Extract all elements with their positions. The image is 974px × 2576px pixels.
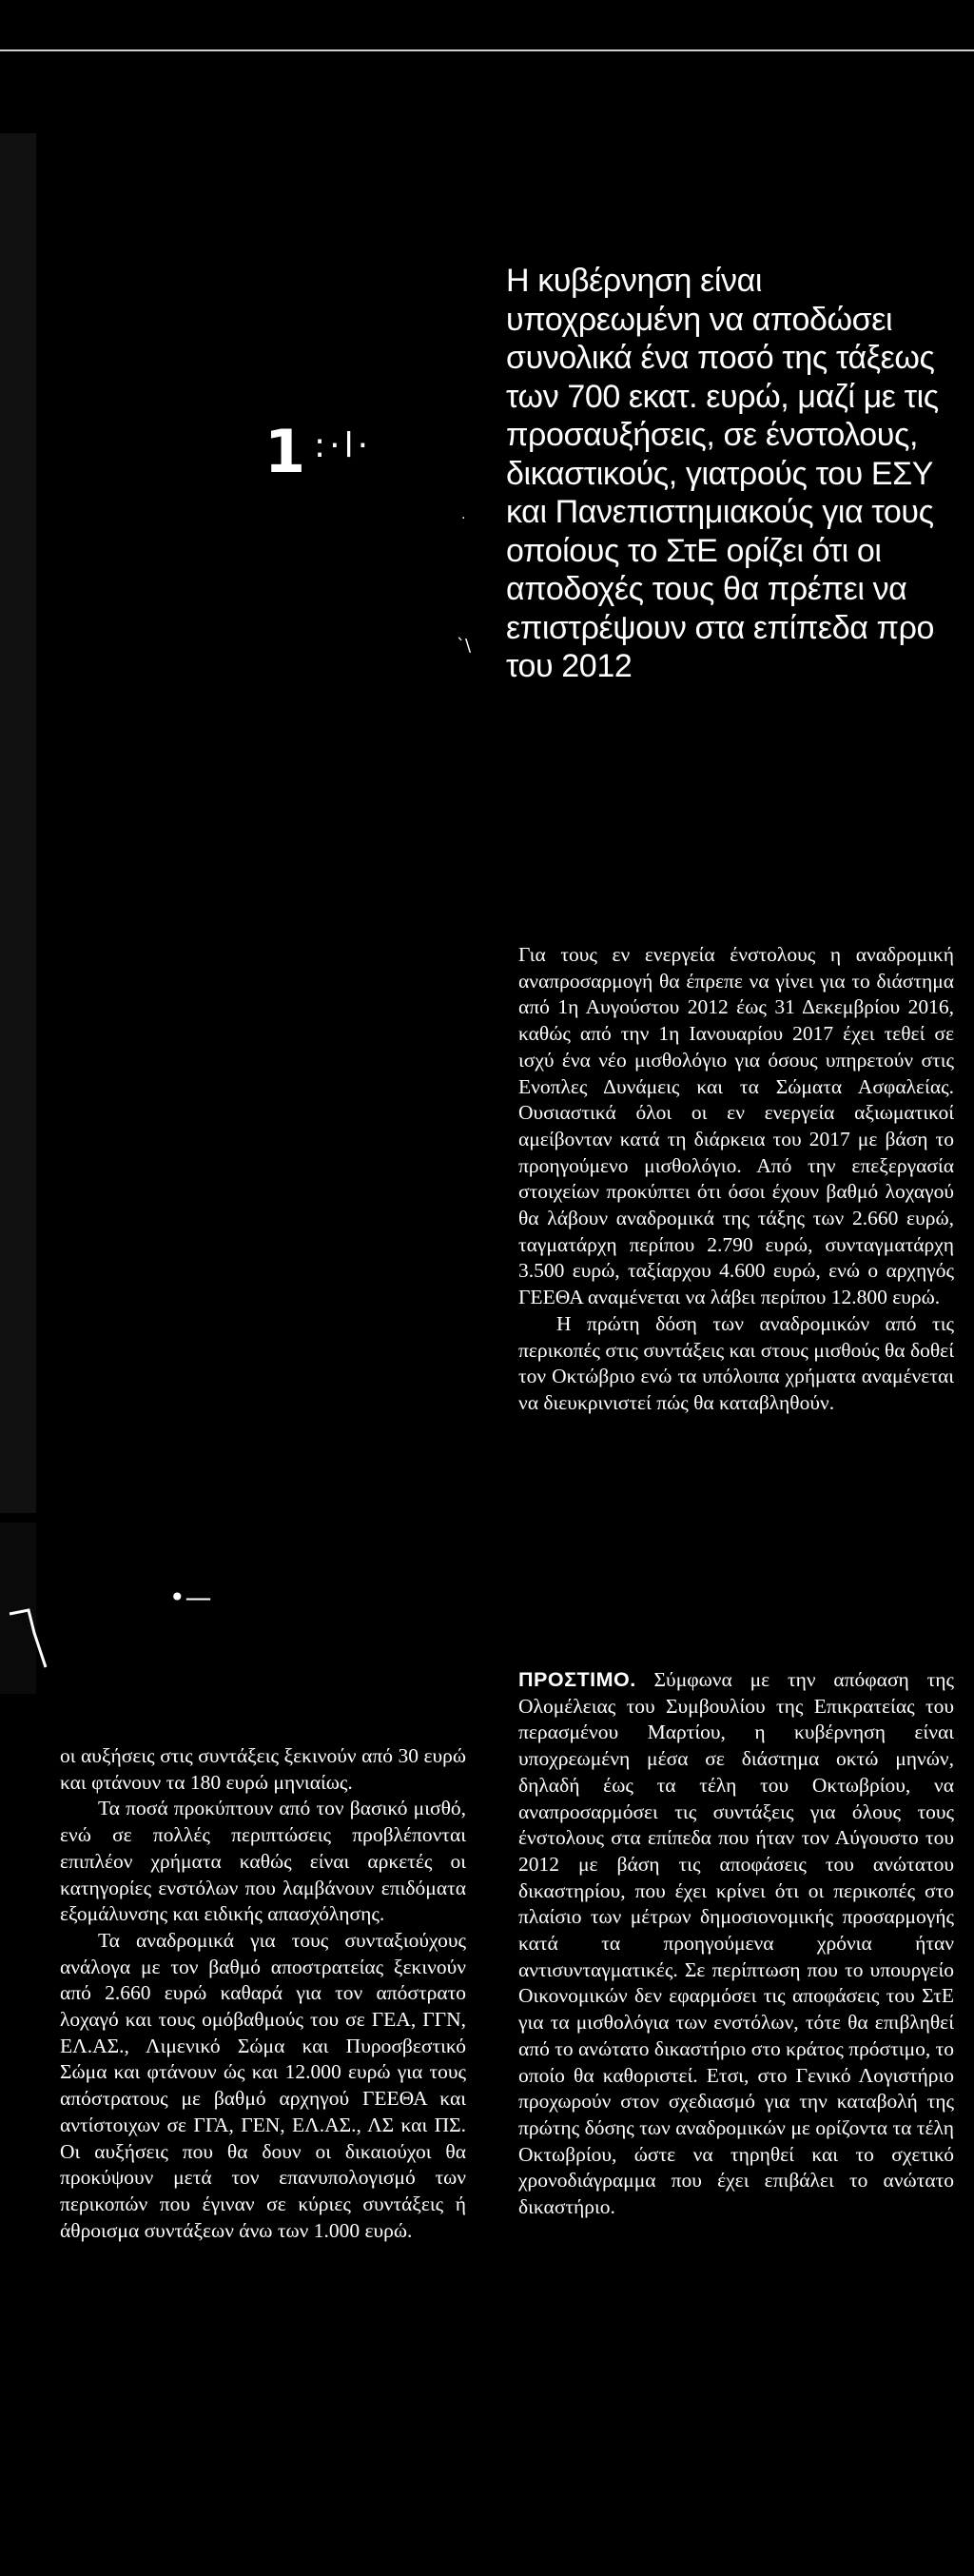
article-column-left (60, 1743, 466, 2244)
page-code: :·l· (314, 426, 373, 465)
section-kicker: ΠΡΟΣΤΙΜΟ. (518, 1668, 636, 1691)
page-number: 1 (264, 417, 308, 486)
paragraph: Η πρώτη δόση των αναδρομικών από τις περικοπές στις συντάξεις και στους μισθούς θα δοθεί τον Οκτώβριο ενώ τα υπόλοιπα χρήματα αναμένεται να διευκρινιστεί πώς θα καταβληθούν. (518, 1311, 954, 1414)
left-margin-strip (0, 133, 36, 1513)
paragraph: Για τους εν ενεργεία ένστολους η αναδρομική αναπροσαρμογή θα έπρεπε να γίνει για το διάστημα από 1η Αυγούστου 2012 έως 31 Δεκεμβρίου 2016, καθώς από την 1η Ιανουαρίου 2017 έχει τεθεί σε ισχύ ένα νέο μισθολόγιο για όσους υπηρετούν στις Ενοπλες Δυνάμεις και τα Σώματα Ασφαλείας. Ουσιαστικά όλοι οι εν ενεργεία αξιωματικοί αμείβονταν κατά τη διάρκεια του 2017 με βάση το προηγούμενο μισθολόγιο. Από την επεξεργασία στοιχείων προκύπτει ότι όσοι έχουν βαθμό λοχαγού θα λάβουν αναδρομικά της τάξης των 2.660 ευρώ, ταγματάρχη περίπου 2.790 ευρώ, συνταγματάρχη 3.500 ευρώ, ταξίαρχου 4.600 ευρώ, ενώ ο αρχηγός ΓΕΕΘΑ αναμένεται να λάβει περίπου 12.800 ευρώ. (518, 943, 954, 1309)
stray-dot: · (461, 511, 466, 526)
article-column-right-top (518, 942, 954, 1417)
paragraph (518, 1667, 954, 2221)
paragraph: Τα ποσά προκύπτουν από τον βασικό μισθό, ενώ σε πολλές περιπτώσεις προβλέπονται επιπλέον χρήματα καθώς είναι αρκετές οι κατηγορίες ενστόλων που λαμβάνουν επιδόματα εξομάλυνσης και ειδικής απασχόλησης. (60, 1797, 466, 1926)
paragraph: Τα αναδρομικά για τους συνταξιούχους ανάλογα με τον βαθμό αποστρατείας ξεκινούν από 2.660 ευρώ καθαρά για τον απόστρατο λοχαγό και τους ομόβαθμούς του σε ΓΕΑ, ΓΓΝ, ΕΛ.ΑΣ., Λιμενικό Σώμα και Πυροσβεστικό Σώμα και φτάνουν ώς και 12.000 ευρώ για τους απόστρατους με βαθμό αρχηγού ΓΕΕΘΑ και αντίστοιχων σε ΓΓΑ, ΓΕΝ, ΕΛ.ΑΣ., ΛΣ και ΠΣ. Οι αυξήσεις που θα δουν οι δικαιούχοι θα προκύψουν μετά τον επανυπολογισμό των περικοπών που έγιναν σε κύριες συντάξεις ή άθροισμα συντάξεων άνω των 1.000 ευρώ. (60, 1928, 466, 2242)
top-rule (0, 49, 974, 51)
pull-quote: Η κυβέρνηση είναι υποχρεωμένη να αποδώσει συνολικά ένα ποσό της τάξεως των 700 εκατ. ευρώ, μαζί με τις προσαυξήσεις, σε ένστολους, δικαστικούς, γιατρούς του ΕΣΥ και Πανεπιστημιακούς για τους οποίους το ΣτΕ ορίζει ότι οι αποδοχές τους θα πρέπει να επιστρέψουν στα επίπεδα προ του 2012 (506, 263, 939, 684)
stray-bullet: •— (169, 1582, 212, 1613)
corner-mark-icon (8, 1608, 49, 1675)
paragraph: οι αυξήσεις στις συντάξεις ξεκινούν από 30 ευρώ και φτάνουν τα 180 ευρώ μηνιαίως. (60, 1744, 466, 1794)
stray-mark: `\ (457, 636, 472, 656)
paragraph-text: Σύμφωνα με την απόφαση της Ολομέλειας του Συμβουλίου της Επικρατείας του περασμένου Μαρτίου, η κυβέρνηση είναι υποχρεωμένη μέσα σε διάστημα οκτώ μηνών, δηλαδή έως τα τέλη του Οκτωβρίου, να αναπροσαρμόσει τις συντάξεις για όλους τους ένστολους στα επίπεδα που ήταν τον Αύγουστο του 2012 με βάση τις αποφάσεις του ανώτατου δικαστηρίου, που έχει κρίνει ότι οι περικοπές στο πλαίσιο των μέτρων δημοσιονομικής προσαρμογής κατά τα προηγούμενα χρόνια ήταν αντισυνταγματικές. Σε περίπτωση που το υπουργείο Οικονομικών δεν εφαρμόσει τις αποφάσεις του ΣτΕ για τα μισθολόγια των ενστόλων, τότε θα επιβληθεί από το ανώτατο δικαστήριο στο κράτος πρόστιμο, το οποίο θα καθοριστεί. Ετσι, στο Γενικό Λογιστήριο προχωρούν στον σχεδιασμό για την καταβολή της πρώτης δόσης των αναδρομικών με ορίζοντα τα τέλη Οκτωβρίου, ώστε να τηρηθεί και το σχετικό χρονοδιάγραμμα που έχει επιβάλει το ανώτατο δικαστήριο. (518, 1668, 954, 2219)
article-column-right-bottom (518, 1667, 954, 2221)
